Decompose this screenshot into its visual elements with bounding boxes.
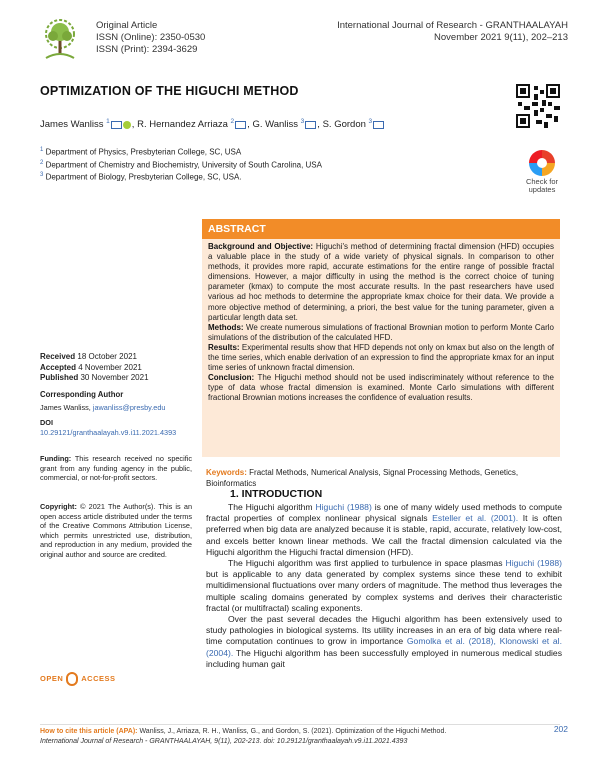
page-number: 202 [553, 724, 568, 734]
corresponding-author: Corresponding Author James Wanliss, jawanliss@presby.edu [40, 390, 166, 412]
header-right [337, 20, 568, 44]
affiliations [40, 145, 322, 183]
open-access-logo: OPEN ACCESS [40, 672, 116, 686]
footer-citation: How to cite this article (APA): Wanliss, J., Arriaza, R. H., Wanliss, G., and Gordon, S. (2021). Optimization of the Higuchi Method. International Journal of Research - GRANTHAALAYAH, 9(11), 202-213. doi: 10.29121/granthaalayah.v9.i11.2021.4393 [40, 724, 560, 746]
check-for-updates-button[interactable] [520, 150, 564, 202]
paragraph: Over the past several decades the Higuchi algorithm has been extensively used to study pathologies in biological systems. Its utility increases in an era of big data where real-time computation continues to grow in importance Gomolka et al. (2018), Klonowski et al. (2004). The Higuchi algorithm has been successfully employed in numerous medical studies including human gait [206, 614, 563, 669]
affiliation-item: $^1$ Department of Physics, Presbyterian College, SC, USA [40, 147, 242, 157]
issue-info: November 2021 9(11), 202–213 [434, 32, 568, 43]
paragraph: The Higuchi algorithm was first applied to turbulence in space plasmas Higuchi (1988) but is applicable to any data generated by complex systems since these tend to exhibit multidimensional fluctuations over many orders of magnitude. The method thus leverages the multiple scaling domains generated by complex systems and derives their characteristic fractal (or multifractal) scaling exponents. [206, 558, 563, 613]
check-updates-icon [529, 150, 555, 176]
citation-link[interactable]: Higuchi (1988) [505, 558, 563, 569]
check-updates-label: Check for updates [525, 177, 559, 194]
abstract-conclusion: Conclusion: The Higuchi method should not be used indiscriminately without reference to the type of data whose fractal dimension is examined. Monte Carlo simulations with different fractional Brownian motions increases the confidence of evaluation results. [208, 373, 555, 403]
article-type: Original Article [96, 20, 158, 31]
email-icon[interactable] [235, 121, 246, 129]
citation-link[interactable]: Higuchi (1988) [315, 502, 372, 512]
abstract-background: Background and Objective: Higuchi's method of determining fractal dimension (HFD) occupies a valuable place in the study of a wide variety of physical signals. In comparison to other methods, it provides more rapid, accurate estimations for the entire range of possible fractal dimensions. However, a major difficulty in using the method is the correct choice of tuning parameter (kmax) to compute the most accurate results. In the past researchers have used various ad hoc methods to determine the appropriate kmax choice for their data. We provide a more objective method of determining, a priori, the best value for the tuning parameter, given a particular length data set. [208, 242, 554, 322]
email-icon[interactable] [373, 121, 384, 129]
paragraph: The Higuchi algorithm Higuchi (1988) is one of many widely used methods to compute fractal properties of complex nonlinear physical signals Esteller et al. (2001). It is often preferred when big data are analyzed because it is stable, rapid, accurate, relatively low-cost, and excels better known linear methods. We call the fractal dimension calculated via the Higuchi algorithm the Higuchi fractal dimension (HFD). [206, 502, 563, 557]
email-icon[interactable] [305, 121, 316, 129]
qr-code-icon[interactable] [516, 84, 560, 128]
introduction-body [206, 502, 562, 670]
journal-name: International Journal of Research - GRANTHAALAYAH [337, 20, 568, 31]
affiliation-item: $^3$ Department of Biology, Presbyterian College, SC, USA. [40, 172, 242, 182]
author-name: G. Wanliss [252, 119, 299, 131]
issn-print: ISSN (Print): 2394-3629 [96, 44, 198, 55]
citation-link[interactable]: Klonowski et al. (2004). [206, 636, 562, 658]
abstract-methods: Methods: We create numerous simulations of fractional Brownian motion to perform Monte Carlo simulations of the distribution of the calculated HFD. [208, 322, 554, 342]
citation-link[interactable]: Esteller et al. (2001). [432, 513, 519, 524]
abstract-heading: ABSTRACT [202, 219, 560, 239]
affiliation-item: $^2$ Department of Chemistry and Biochemistry, University of South Carolina, USA [40, 159, 322, 170]
author-name: S. Gordon [322, 119, 366, 131]
doi-link[interactable]: 10.29121/granthaalayah.v9.i11.2021.4393 [40, 427, 177, 437]
doi-block: DOI 10.29121/granthaalayah.v9.i11.2021.4393 [40, 418, 192, 437]
issn-online: ISSN (Online): 2350-0530 [96, 32, 206, 43]
author-list: James Wanliss $^1$ , R. Hernandez Arriaza $^2$ , G. Wanliss $^3$ , S. Gordon $^3$ [40, 118, 385, 130]
author-name: James Wanliss [40, 119, 104, 131]
copyright-statement: Copyright: © 2021 The Author(s). This is an open access article distributed under the terms of the Creative Commons Attribution License, which permits unrestricted use, distribution, and reproduction in any medium, provided the original author and source are credited. [40, 502, 192, 559]
header-left [96, 20, 205, 56]
paper-title: OPTIMIZATION OF THE HIGUCHI METHOD [40, 84, 299, 98]
open-lock-icon [66, 672, 78, 686]
author-email-link[interactable]: jawanliss@presby.edu [92, 402, 166, 412]
article-dates: Received 18 October 2021 Accepted 4 November 2021 Published 30 November 2021 [40, 352, 149, 382]
keywords: Keywords: Fractal Methods, Numerical Analysis, Signal Processing Methods, Genetics, Bioinformatics [206, 468, 519, 488]
journal-logo-tree [36, 14, 84, 62]
funding-statement: Funding: This research received no specific grant from any funding agency in the public, commercial, or not-for-profit sectors. [40, 454, 193, 482]
email-icon[interactable] [111, 121, 122, 129]
abstract-results: Results: Experimental results show that HFD depends not only on kmax but also on the length of the time series, which enable derivation of an expression to find the appropriate kmax for an input time series of unknown fractal dimension. [208, 342, 554, 373]
abstract-body [202, 239, 560, 457]
orcid-icon[interactable] [123, 121, 131, 129]
section-heading-introduction: 1. INTRODUCTION [230, 488, 323, 500]
author-name: R. Hernandez Arriaza [137, 119, 228, 131]
citation-link[interactable]: Gomolka et al. (2018), [406, 636, 496, 647]
